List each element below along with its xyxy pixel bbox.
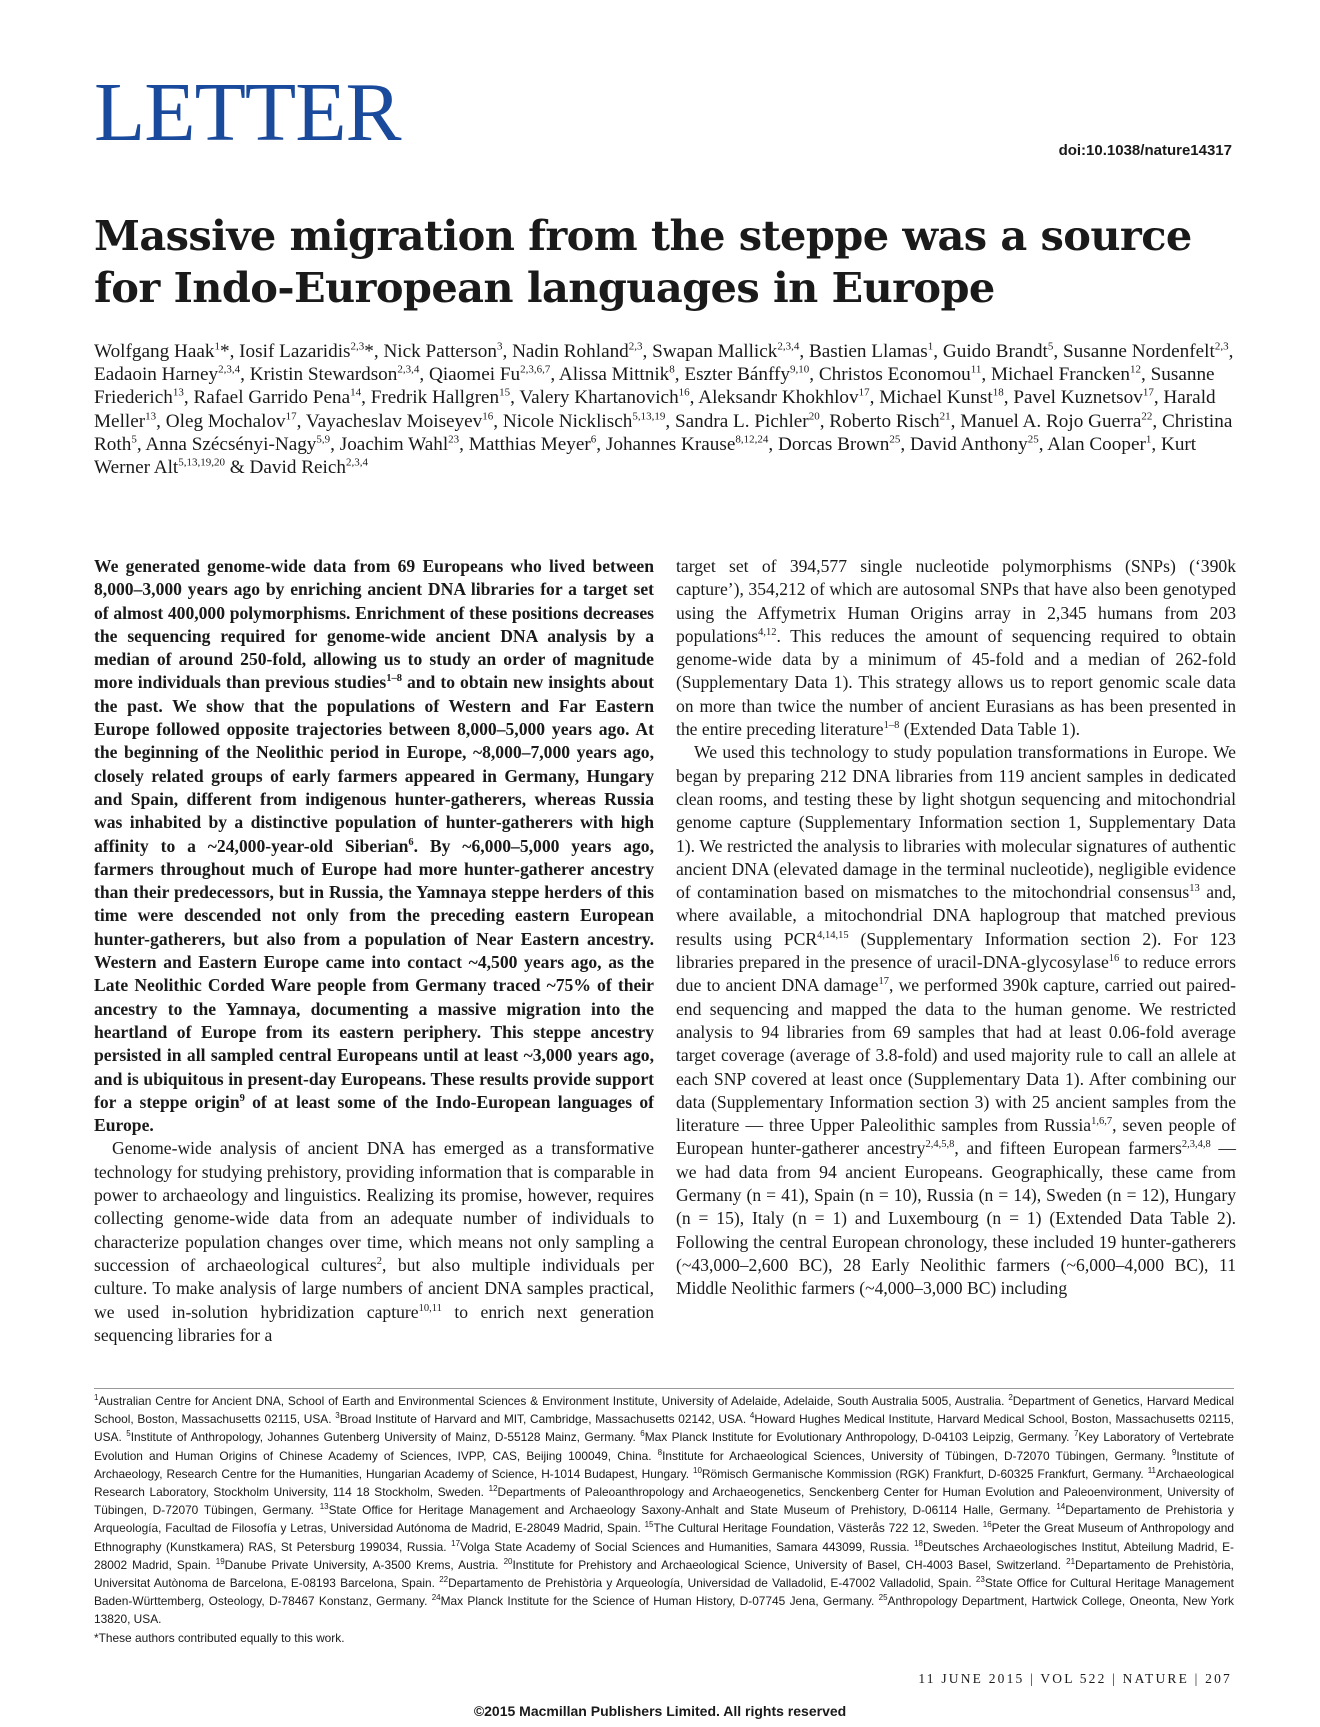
author-name: Eszter Bánffy bbox=[684, 364, 791, 386]
affiliation-number: 14 bbox=[1056, 1502, 1066, 1512]
section-label: LETTER bbox=[94, 66, 401, 159]
author-affiliation-ref: 5,13,19 bbox=[632, 410, 666, 423]
affiliation-text: Danube Private University, A-3500 Krems, Austria. bbox=[224, 1557, 499, 1572]
author-name: Nick Patterson bbox=[383, 341, 497, 362]
citation-ref: 13 bbox=[1189, 883, 1200, 895]
author-name: Alan Cooper bbox=[1047, 433, 1146, 455]
author-affiliation-ref: 25 bbox=[889, 433, 901, 446]
author-affiliation-ref: 16 bbox=[482, 410, 494, 423]
author-affiliation-ref: 18 bbox=[992, 387, 1004, 400]
affiliation-text: Institute for Archaeological Sciences, University of Tübingen, D-72070 Tübingen, Germany. bbox=[662, 1448, 1166, 1463]
affiliation-text: Australian Centre for Ancient DNA, School of Earth and Environmental Sciences & Environment Institute, University of Adelaide, Adelaide, South Australia 5005, Australia. bbox=[98, 1394, 1005, 1408]
author-name: Nicole Nicklisch bbox=[502, 410, 633, 432]
abstract: We generated genome-wide data from 69 Europeans who lived between 8,000–3,000 years ago by enriching ancient DNA libraries for a target set of almost 400,000 polymorphisms. Enrichment of these positions decreases the sequencing required for genome-wide ancient DNA analysis by a median of around 250-fold, allowing us to study an order of magnitude more individuals than previous studies$^{1-8}$ and to obtain new insights about the past. We show that the populations of Western and Far Eastern Europe followed opposite trajectories between 8,000–5,000 years ago. At the beginning of the Neolithic period in Europe, ~8,000–7,000 years ago, closely related groups of early farmers appeared in Germany, Hungary and Spain, different from indigenous hunter-gatherers, whereas Russia was inhabited by a distinctive population of hunter-gatherers with high affinity to a ~24,000-year-old Siberian$^6$. By ~6,000–5,000 years ago, farmers throughout much of Europe had more hunter-gatherer ancestry than their predecessors, but in Russia, the Yamnaya steppe herders of this time were descended not only from the preceding eastern European hunter-gatherers, but also from a population of Near Eastern ancestry. Western and Eastern Europe came into contact ~4,500 years ago, as the Late Neolithic Corded Ware people from Germany traced ~75% of their ancestry to the Yamnaya, documenting a massive migration into the heartland of Europe from its eastern periphery. This steppe ancestry persisted in all sampled central Europeans until at least ~3,000 years ago, and is ubiquitous in present-day Europeans. These results provide support for a steppe origin$^9$ of at least some of the Indo-European languages of Europe. bbox=[94, 556, 655, 1136]
affiliation-text: Peter the Great Museum of Anthropology and Ethnography (Kunstkamera) RAS, St Petersburg 199034, Russia. bbox=[94, 1521, 1234, 1554]
author-name: Eadaoin Harney bbox=[94, 364, 219, 386]
affiliation-number: 1 bbox=[94, 1393, 99, 1403]
affiliation-number: 25 bbox=[878, 1593, 888, 1603]
doi[interactable]: doi:10.1038/nature14317 bbox=[1058, 142, 1232, 159]
citation-ref: 2,3,4,8 bbox=[1181, 1139, 1211, 1151]
affiliation-number: 15 bbox=[644, 1520, 654, 1530]
affiliation-number: 24 bbox=[431, 1593, 441, 1603]
body-paragraph-methods: We used this technology to study population transformations in Europe. We began by preparing 212 DNA libraries from 119 ancient samples in dedicated clean rooms, and testing these by light shotgun sequencing and mitochondrial genome capture (Supplementary Information section 1, Supplementary Data 1). We restricted the analysis to libraries with molecular signatures of authentic ancient DNA (elevated damage in the terminal nucleotide), negligible evidence of contamination based on mismatches to the mitochondrial consensus$^{13}$ and, where available, a mitochondrial DNA haplogroup that matched previous results using PCR$^{4,14,15}$ (Supplementary Information section 2). For 123 libraries prepared in the presence of uracil-DNA-glycosylase$^{16}$ to reduce errors due to ancient DNA damage$^{17}$, we performed 390k capture, carried out paired-end sequencing and mapped the data to the human genome. We restricted analysis to 94 libraries from 69 samples that had at least 0.06-fold average target coverage (average of 3.8-fold) and used majority rule to call an allele at each SNP covered at least once (Supplementary Data 1). After combining our data (Supplementary Information section 3) with 25 ancient samples from the literature — three Upper Paleolithic samples from Russia$^{1,6,7}$, seven people of European hunter-gatherer ancestry$^{2,4,5,8}$, and fifteen European farmers$^{2,3,4,8}$ — we had data from 94 ancient Europeans. Geographically, these came from Germany (n = 41), Spain (n = 10), Russia (n = 14), Sweden (n = 12), Hungary (n = 15), Italy (n = 1) and Luxembourg (n = 1) (Extended Data Table 2). Following the central European chronology, these included 19 hunter-gatherers (~43,000–2,600 BC), 28 Early Neolithic farmers (~6,000–4,000 BC), 11 Middle Neolithic farmers (~4,000–3,000 BC) including bbox=[676, 742, 1236, 1299]
author-affiliation-ref: 2,3,4 bbox=[777, 340, 800, 353]
affiliation-number: 6 bbox=[640, 1429, 645, 1439]
affiliation-text: State Office for Cultural Heritage Management Baden-Württemberg, Osteology, D-78467 Konstanz, Germany. bbox=[94, 1576, 1234, 1609]
author-affiliation-ref: 22 bbox=[1141, 410, 1153, 423]
left-column bbox=[94, 555, 654, 1347]
author-name: Guido Brandt bbox=[942, 341, 1048, 362]
author-affiliation-ref: 15 bbox=[499, 387, 511, 400]
affiliation-text: The Cultural Heritage Foundation, Västerås 722 12, Sweden. bbox=[653, 1521, 979, 1536]
affiliation-number: 13 bbox=[319, 1502, 329, 1512]
author-affiliation-ref: 17 bbox=[285, 410, 297, 423]
author-name: Fredrik Hallgren bbox=[370, 387, 500, 409]
affiliation-number: 18 bbox=[914, 1538, 923, 1548]
body-paragraph-capture: target set of 394,577 single nucleotide polymorphisms (SNPs) (‘390k capture’), 354,212 of which are autosomal SNPs that have also been genotyped using the Affymetrix Human Origins array in 2,345 humans from 203 populations$^{4,12}$. This reduces the amount of sequencing required to obtain genome-wide data by a minimum of 45-fold and a median of 262-fold (Supplementary Data 1). This strategy allows us to report genomic scale data on more than twice the number of ancient Eurasians as has been presented in the entire preceding literature$^{1-8}$ (Extended Data Table 1). bbox=[676, 556, 1236, 740]
affiliation-text: Departamento de Prehistòria, Universitat Autònoma de Barcelona, E-08193 Barcelona, Spain. bbox=[94, 1557, 1234, 1591]
author-name: Manuel A. Rojo Guerra bbox=[960, 410, 1142, 432]
affiliation-text: Institute of Archaeology, Research Centre for the Humanities, Hungarian Academy of Science, H-1014 Budapest, Hungary. bbox=[94, 1448, 1234, 1481]
author-affiliation-ref: 13 bbox=[172, 387, 184, 400]
author-name: Anna Szécsényi-Nagy bbox=[145, 433, 317, 455]
author-affiliation-ref: 1 bbox=[1145, 433, 1152, 446]
affiliation-text: Römisch Germanische Kommission (RGK) Frankfurt, D-60325 Frankfurt, Germany. bbox=[701, 1466, 1144, 1481]
author-name: Harald Meller bbox=[94, 387, 1216, 432]
equal-contribution-note: *These authors contributed equally to this work. bbox=[94, 1630, 345, 1645]
author-name: Michael Francken bbox=[990, 364, 1131, 386]
affiliations bbox=[94, 1392, 1234, 1647]
author-affiliation-ref: 23 bbox=[448, 433, 460, 446]
affiliation-number: 16 bbox=[982, 1520, 992, 1530]
body-paragraph-intro: Genome-wide analysis of ancient DNA has emerged as a transformative technology for studying prehistory, providing information that is comparable in power to archaeology and linguistics. Realizing its promise, however, requires collecting genome-wide data from an adequate number of individuals to characterize population changes over time, which means not only sampling a succession of archaeological cultures$^2$, but also multiple individuals per culture. To make analysis of large numbers of ancient DNA samples practical, we used in-solution hybridization capture$^{10,11}$ to enrich next generation sequencing libraries for a bbox=[94, 1138, 654, 1345]
author-affiliation-ref: 11 bbox=[970, 363, 982, 376]
author-name: Christos Economou bbox=[818, 364, 971, 386]
affiliation-text: Archaeological Research Laboratory, Stockholm University, 114 18 Stockholm, Sweden. bbox=[94, 1466, 1234, 1500]
author-name: Rafael Garrido Pena bbox=[193, 387, 351, 409]
author-name: Iosif Lazaridis bbox=[239, 341, 351, 362]
author-affiliation-ref: 2,3,6,7 bbox=[520, 363, 551, 376]
affiliation-text: Key Laboratory of Vertebrate Evolution and Human Origins of Chinese Academy of Sciences, IVPP, CAS, Beijing 100049, China. bbox=[94, 1430, 1234, 1463]
author-name: David Reich bbox=[249, 457, 346, 479]
article-title: Massive migration from the steppe was a source for Indo-European languages in Europe bbox=[94, 211, 1192, 312]
author-name: Bastien Llamas bbox=[808, 341, 928, 362]
affiliation-number: 5 bbox=[126, 1429, 131, 1439]
affiliation-number: 8 bbox=[657, 1447, 663, 1457]
author-affiliation-ref: 8,12,24 bbox=[735, 433, 769, 446]
affiliation-number: 21 bbox=[1066, 1556, 1076, 1566]
author-affiliation-ref: 12 bbox=[1130, 363, 1142, 376]
author-affiliation-ref: 5 bbox=[1047, 340, 1054, 353]
affiliation-text: Broad Institute of Harvard and MIT, Cambridge, Massachusetts 02142, USA. bbox=[339, 1412, 747, 1427]
author-affiliation-ref: 8 bbox=[669, 363, 675, 376]
affiliation-text: Volga State Academy of Social Sciences and Humanities, Samara 443099, Russia. bbox=[460, 1539, 910, 1554]
affiliation-number: 9 bbox=[1171, 1447, 1177, 1457]
affiliation-text: Deutsches Archaeologisches Institut, Abteilung Madrid, E-28002 Madrid, Spain. bbox=[94, 1539, 1234, 1572]
author-affiliation-ref: 2,3,4 bbox=[397, 363, 420, 376]
author-affiliation-ref: 17 bbox=[858, 387, 870, 400]
author-affiliation-ref: 9,10 bbox=[790, 363, 810, 376]
affiliation-number: 3 bbox=[335, 1411, 340, 1421]
author-name: Alissa Mittnik bbox=[558, 364, 670, 386]
affiliation-text: Departamento de Prehistòria y Arqueología, Universidad de Valladolid, E-47002 Valladolid, Spain. bbox=[448, 1576, 972, 1591]
affiliation-number: 7 bbox=[1073, 1429, 1079, 1439]
author-name: Swapan Mallick bbox=[652, 341, 778, 362]
author-name: Sandra L. Pichler bbox=[674, 410, 809, 432]
author-name: Susanne Nordenfelt bbox=[1062, 341, 1215, 362]
citation-ref: 2,4,5,8 bbox=[925, 1139, 955, 1151]
equal-contribution-mark: * bbox=[364, 341, 374, 362]
affiliation-text: Institute of Anthropology, Johannes Gutenberg University of Mainz, D-55128 Mainz, Germany. bbox=[130, 1430, 636, 1445]
affiliation-text: Howard Hughes Medical Institute, Harvard Medical School, Boston, Massachusetts 02115, USA. bbox=[94, 1412, 1234, 1445]
author-name: Kurt Werner Alt bbox=[94, 433, 1197, 479]
citation-ref: 9 bbox=[239, 1092, 245, 1104]
author-affiliation-ref: 5,9 bbox=[316, 433, 331, 446]
author-affiliation-ref: 21 bbox=[939, 410, 951, 423]
affiliation-number: 23 bbox=[975, 1575, 985, 1585]
author-name: Nadin Rohland bbox=[512, 341, 629, 362]
citation-ref: 4,14,15 bbox=[817, 929, 849, 941]
affiliation-text: Departments of Paleoanthropology and Archaeogenetics, Senckenberg Center for Human Evolution and Paleoenvironment, University of Tübingen, D-72070 Tübingen, Germany. bbox=[94, 1485, 1234, 1518]
equal-contribution-mark: * bbox=[219, 341, 230, 362]
author-affiliation-ref: 16 bbox=[678, 387, 690, 400]
author-name: Johannes Krause bbox=[605, 433, 736, 455]
author-affiliation-ref: 1 bbox=[927, 340, 934, 353]
citation-ref: 4,12 bbox=[758, 627, 777, 639]
author-affiliation-ref: 13 bbox=[145, 410, 157, 423]
author-name: Matthias Meyer bbox=[468, 433, 591, 455]
author-name: Roberto Risch bbox=[829, 410, 940, 432]
author-name: Wolfgang Haak bbox=[94, 341, 215, 362]
citation-ref: 16 bbox=[1108, 953, 1120, 965]
author-name: Dorcas Brown bbox=[777, 433, 890, 455]
affiliation-number: 19 bbox=[215, 1556, 225, 1566]
author-name: Aleksandr Khokhlov bbox=[698, 387, 859, 409]
affiliation-number: 11 bbox=[1147, 1465, 1156, 1475]
citation-ref: 1–8 bbox=[883, 720, 900, 732]
affiliation-text: Departamento de Prehistoria y Arqueología, Facultad de Filosofía y Letras, Universidad Autónoma de Madrid, E-28049 Madrid, Spain. bbox=[94, 1503, 1234, 1536]
author-name: Kristin Stewardson bbox=[249, 364, 398, 386]
author-name: Susanne Friederich bbox=[94, 364, 1215, 409]
author-affiliation-ref: 2,3 bbox=[350, 340, 365, 353]
author-name: David Anthony bbox=[909, 433, 1028, 455]
author-name: Qiaomei Fu bbox=[428, 364, 521, 386]
author-name: Michael Kunst bbox=[879, 387, 993, 409]
affiliation-number: 10 bbox=[693, 1465, 702, 1475]
affiliation-text: Max Planck Institute for Evolutionary Anthropology, D-04103 Leipzig, Germany. bbox=[644, 1430, 1070, 1445]
author-name: Vayacheslav Moiseyev bbox=[305, 410, 483, 432]
author-affiliation-ref: 5 bbox=[131, 433, 137, 446]
author-affiliation-ref: 20 bbox=[808, 410, 820, 423]
affiliation-text: State Office for Heritage Management and Archaeology Saxony-Anhalt and State Museum of Prehistory, D-06114 Halle, Germany. bbox=[328, 1503, 1051, 1518]
affiliation-number: 4 bbox=[749, 1411, 755, 1421]
copyright-notice: ©2015 Macmillan Publishers Limited. All rights reserved bbox=[473, 1703, 847, 1719]
author-affiliation-ref: 2,3 bbox=[1214, 340, 1229, 353]
author-name: Pavel Kuznetsov bbox=[1013, 387, 1143, 409]
author-affiliation-ref: 2,3 bbox=[628, 340, 643, 353]
affiliation-number: 22 bbox=[439, 1575, 449, 1585]
author-affiliation-ref: 14 bbox=[350, 387, 362, 400]
author-affiliation-ref: 2,3,4 bbox=[345, 456, 368, 469]
affiliation-number: 17 bbox=[451, 1538, 461, 1548]
author-affiliation-ref: 2,3,4 bbox=[218, 363, 241, 376]
affiliation-text: Max Planck Institute for the Science of Human History, D-07745 Jena, Germany. bbox=[440, 1594, 875, 1609]
affiliation-number: 12 bbox=[488, 1484, 498, 1494]
affiliation-text: Institute for Prehistory and Archaeological Science, University of Basel, CH-4003 Basel, Switzerland. bbox=[512, 1557, 1062, 1572]
author-name: Christina Roth bbox=[94, 410, 1233, 455]
author-name: Oleg Mochalov bbox=[165, 410, 286, 432]
citation-ref: 1,6,7 bbox=[1091, 1116, 1113, 1128]
affiliation-number: 2 bbox=[1008, 1393, 1013, 1403]
author-affiliation-ref: 5,13,19,20 bbox=[178, 456, 225, 469]
author-name: Valery Khartanovich bbox=[519, 387, 679, 409]
issue-line: 11 JUNE 2015 | VOL 522 | NATURE | 207 bbox=[918, 1671, 1232, 1686]
citation-ref: 2 bbox=[376, 1256, 382, 1268]
author-affiliation-ref: 6 bbox=[590, 433, 597, 446]
affiliation-text: Department of Genetics, Harvard Medical School, Boston, Massachusetts 02115, USA. bbox=[94, 1394, 1235, 1427]
author-affiliation-ref: 3 bbox=[496, 340, 503, 353]
author-affiliation-ref: 1 bbox=[214, 340, 220, 353]
affiliation-text: Anthropology Department, Hartwick College, Oneonta, New York 13820, USA. bbox=[94, 1594, 1235, 1627]
citation-ref: 10,11 bbox=[418, 1302, 442, 1314]
author-list: Wolfgang Haak$^1$*, Iosif Lazaridis$^{2,3}$*, Nick Patterson$^3$, Nadin Rohland$^{2,3}$, Swapan Mallick$^{2,3,4}$, Bastien Llamas$^1$, Guido Brandt$^5$, Susanne Nordenfelt$^{2,3}$, Eadaoin Harney$^{2,3,4}$, Kristin Stewardson$^{2,3,4}$, Qiaomei Fu$^{2,3,6,7}$, Alissa Mittnik$^8$, Eszter Bánffy$^{9,10}$, Christos Economou$^{11}$, Michael Francken$^{12}$, Susanne Friederich$^{13}$, Rafael Garrido Pena$^{14}$, Fredrik Hallgren$^{15}$, Valery Khartanovich$^{16}$, Aleksandr Khokhlov$^{17}$, Michael Kunst$^{18}$, Pavel Kuznetsov$^{17}$, Harald Meller$^{13}$, Oleg Mochalov$^{17}$, Vayacheslav Moiseyev$^{16}$, Nicole Nicklisch$^{5,13,19}$, Sandra L. Pichler$^{20}$, Roberto Risch$^{21}$, Manuel A. Rojo Guerra$^{22}$, Christina Roth$^5$, Anna Szécsényi-Nagy$^{5,9}$, Joachim Wahl$^{23}$, Matthias Meyer$^6$, Johannes Krause$^{8,12,24}$, Dorcas Brown$^{25}$, David Anthony$^{25}$, Alan Cooper$^1$, Kurt Werner Alt$^{5,13,19,20}$ & David Reich$^{2,3,4}$ bbox=[94, 340, 1234, 479]
footnote-divider bbox=[94, 1388, 1234, 1389]
author-affiliation-ref: 17 bbox=[1142, 387, 1154, 400]
citation-ref: 17 bbox=[878, 976, 889, 988]
author-affiliation-ref: 25 bbox=[1027, 433, 1039, 446]
citation-ref: 1–8 bbox=[386, 673, 402, 685]
author-name: Joachim Wahl bbox=[339, 433, 449, 455]
affiliation-number: 20 bbox=[503, 1556, 513, 1566]
right-column bbox=[676, 555, 1236, 1301]
citation-ref: 6 bbox=[408, 836, 414, 848]
affiliation-list bbox=[94, 1394, 1234, 1626]
